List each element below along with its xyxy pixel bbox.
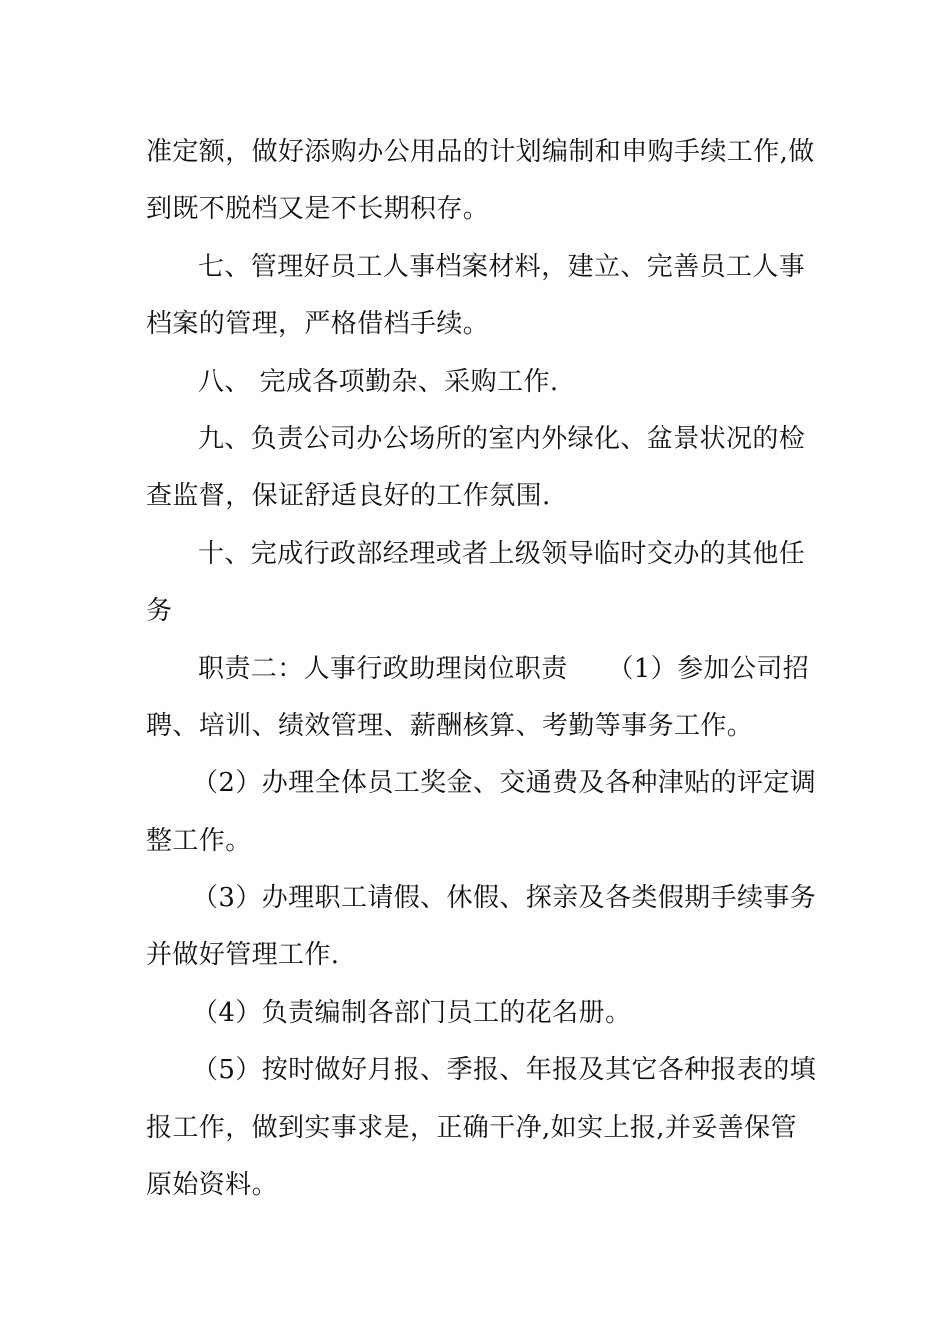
- list-item: （3）办理职工请假、休假、探亲及各类假期手续事务: [192, 883, 817, 913]
- text-line: 原始资料。: [146, 1170, 279, 1200]
- list-item: （4）负责编制各部门员工的花名册。: [192, 998, 632, 1028]
- text-line: 准定额，做好添购办公用品的计划编制和申购手续工作,做: [146, 137, 815, 167]
- text-line: 九、负责公司办公场所的室内外绿化、盆景状况的检: [198, 424, 806, 454]
- text-line: 务: [146, 596, 173, 626]
- text-line: 聘、培训、绩效管理、薪酬核算、考勤等事务工作。: [146, 711, 754, 741]
- section-heading-line: 职责二：人事行政助理岗位职责 （1）参加公司招: [198, 654, 810, 684]
- text-line: 七、管理好员工人事档案材料，建立、完善员工人事: [198, 252, 806, 282]
- text-line: 到既不脱档又是不长期积存。: [146, 194, 490, 224]
- list-item: （2）办理全体员工奖金、交通费及各种津贴的评定调: [192, 768, 817, 798]
- text-line: 整工作。: [146, 826, 252, 856]
- text-line: 档案的管理，严格借档手续。: [146, 309, 490, 339]
- text-line: 十、完成行政部经理或者上级领导临时交办的其他任: [198, 539, 806, 569]
- text-line: 查监督，保证舒适良好的工作氛围.: [146, 481, 551, 511]
- text-line: 并做好管理工作.: [146, 940, 340, 970]
- list-item: （5）按时做好月报、季报、年报及其它各种报表的填: [192, 1055, 817, 1085]
- text-line: 报工作，做到实事求是，正确干净,如实上报,并妥善保管: [146, 1113, 797, 1143]
- text-line: 八、 完成各项勤杂、采购工作.: [198, 367, 559, 397]
